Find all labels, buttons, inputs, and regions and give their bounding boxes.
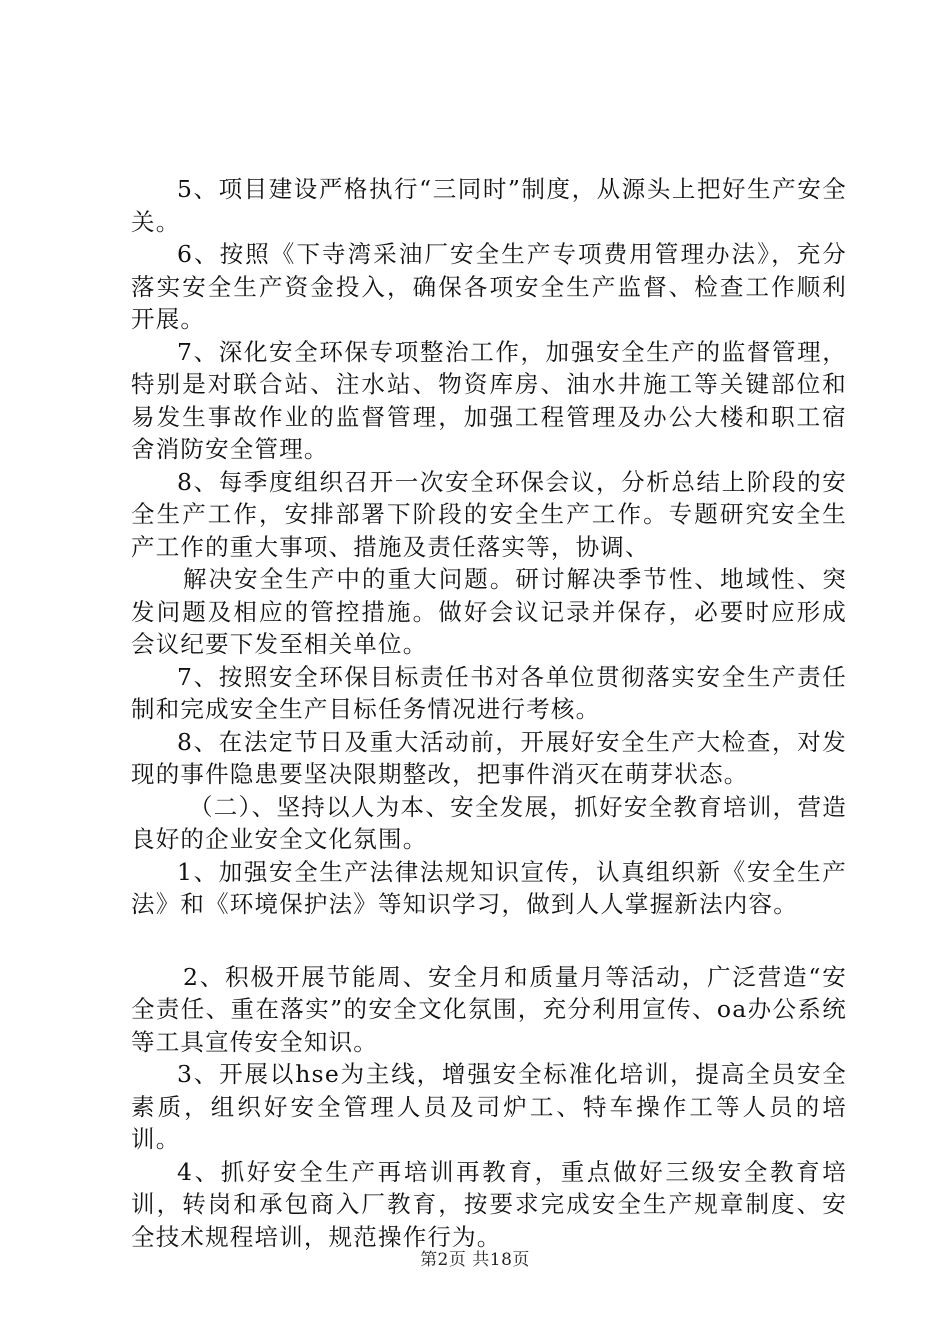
paragraph-item-7-assessment: 7、按照安全环保目标责任书对各单位贯彻落实安全生产责任制和完成安全生产目标任务情况进行考核。 (131, 662, 847, 723)
page-number-footer: 第2页 共18页 (420, 1250, 530, 1270)
document-body (131, 173, 847, 1253)
paragraph-item-8-continued: 解决安全生产中的重大问题。研讨解决季节性、地域性、突发问题及相应的管控措施。做好会议记录并保存，必要时应形成会议纪要下发至相关单位。 (131, 565, 847, 658)
paragraph-item-4-retraining: 4、抓好安全生产再培训再教育，重点做好三级安全教育培训，转岗和承包商入厂教育，按要求完成安全生产规章制度、安全技术规程培训，规范操作行为。 (131, 1157, 847, 1251)
paragraph-item-8-inspection: 8、在法定节日及重大活动前，开展好安全生产大检查，对发现的事件隐患要坚决限期整改，把事件消灭在萌芽状态。 (131, 727, 847, 788)
paragraph-item-1-education: 1、加强安全生产法律法规知识宣传，认真组织新《安全生产法》和《环境保护法》等知识学习，做到人人掌握新法内容。 (131, 857, 847, 918)
paragraph-item-5: 5、项目建设严格执行“三同时”制度，从源头上把好生产安全关。 (131, 175, 847, 236)
paragraph-item-7: 7、深化安全环保专项整治工作，加强安全生产的监督管理，特别是对联合站、注水站、物资库房、油水井施工等关键部位和易发生事故作业的监督管理，加强工程管理及办公大楼和职工宿舍消防安全管理。 (131, 337, 847, 463)
section-heading-2: （二）、坚持以人为本、安全发展，抓好安全教育培训，营造良好的企业安全文化氛围。 (131, 792, 847, 853)
paragraph-gap (131, 921, 847, 961)
paragraph-item-8: 8、每季度组织召开一次安全环保会议，分析总结上阶段的安全生产工作，安排部署下阶段的安全生产工作。专题研究安全生产工作的重大事项、措施及责任落实等，协调、 (131, 467, 847, 561)
paragraph-item-2-activities: 2、积极开展节能周、安全月和质量月等活动，广泛营造“安全责任、重在落实”的安全文化氛围，充分利用宣传、oa办公系统等工具宣传安全知识。 (131, 962, 847, 1056)
paragraph-item-6: 6、按照《下寺湾采油厂安全生产专项费用管理办法》，充分落实安全生产资金投入，确保各项安全生产监督、检查工作顺利开展。 (131, 240, 847, 333)
paragraph-item-3-training: 3、开展以hse为主线，增强安全标准化培训，提高全员安全素质，组织好安全管理人员及司炉工、特车操作工等人员的培训。 (131, 1060, 847, 1153)
